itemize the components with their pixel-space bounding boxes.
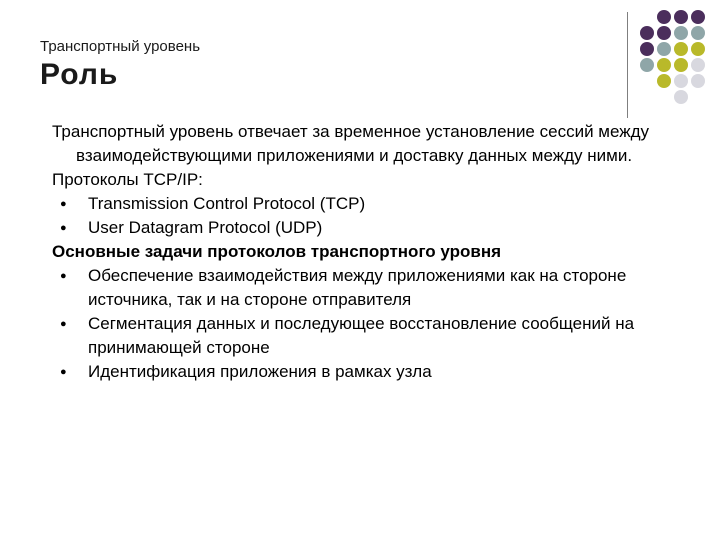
protocol-item-text: User Datagram Protocol (UDP) (88, 218, 323, 237)
dot-light (674, 74, 688, 88)
dot-light (691, 58, 705, 72)
slide-subtitle: Транспортный уровень (40, 38, 201, 55)
dot-empty (640, 74, 654, 88)
protocol-item-text: Transmission Control Protocol (TCP) (88, 194, 366, 213)
dot-teal (691, 26, 705, 40)
dot-olive (657, 74, 671, 88)
dot-teal (657, 42, 671, 56)
dot-teal (640, 58, 654, 72)
tasks-heading: Основные задачи протоколов транспортного уровня (52, 242, 502, 261)
dot-purple (657, 26, 671, 40)
protocol-list-item (52, 216, 692, 240)
bullet-icon: ● (60, 222, 67, 234)
dot-purple (674, 10, 688, 24)
dot-olive (691, 42, 705, 56)
task-list-item (52, 312, 692, 360)
task-list-item (52, 264, 692, 312)
slide-body (52, 120, 692, 384)
dot-empty (640, 10, 654, 24)
bullet-icon: ● (60, 366, 67, 378)
dot-teal (674, 26, 688, 40)
bullet-icon: ● (60, 318, 67, 330)
dot-light (674, 90, 688, 104)
task-item-text: Идентификация приложения в рамках узла (88, 362, 432, 381)
dot-light (691, 74, 705, 88)
task-list-item (52, 360, 692, 384)
dot-olive (674, 58, 688, 72)
bullet-icon: ● (60, 270, 67, 282)
dot-empty (640, 90, 654, 104)
dot-olive (674, 42, 688, 56)
dot-empty (657, 90, 671, 104)
dot-purple (691, 10, 705, 24)
slide-title: Роль (40, 58, 119, 91)
dot-purple (640, 42, 654, 56)
intro-paragraph: Транспортный уровень отвечает за временное установление сессий между взаимодействующими приложениями и доставку данных между ними. (52, 122, 650, 165)
protocol-list-item (52, 192, 692, 216)
decorative-divider-line (627, 12, 628, 118)
protocols-heading: Протоколы TCP/IP: (52, 170, 203, 189)
dot-purple (640, 26, 654, 40)
dot-empty (691, 90, 705, 104)
task-item-text: Обеспечение взаимодействия между приложениями как на стороне источника, так и на стороне отправителя (88, 266, 627, 309)
decorative-dot-grid (640, 10, 706, 105)
task-item-text: Сегментация данных и последующее восстановление сообщений на принимающей стороне (88, 314, 635, 357)
bullet-icon: ● (60, 198, 67, 210)
dot-purple (657, 10, 671, 24)
dot-olive (657, 58, 671, 72)
